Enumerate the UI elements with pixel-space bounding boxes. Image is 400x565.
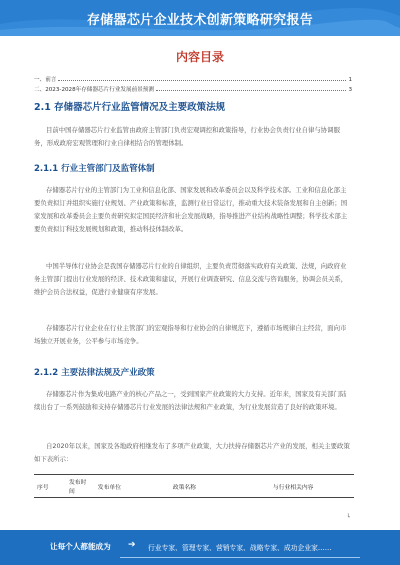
column-header-policy: 政策名称 <box>136 475 232 498</box>
column-header-date: 发布时间 <box>66 475 95 498</box>
footer-slogan: 让每个人都能成为 <box>50 542 111 551</box>
toc-item-1[interactable] <box>34 73 352 83</box>
section-2-1-paragraph: 目前中国存储器芯片行业监管由政府主管部门负责宏观调控和政策指导，行业协会负责行业自律与协调服务，形成政府宏观管理和行业自律相结合的管理体制。 <box>34 126 340 147</box>
column-header-no: 序号 <box>34 475 66 498</box>
column-header-issuer: 发布单位 <box>95 475 137 498</box>
footer-band <box>0 530 400 565</box>
section-2-1-2-paragraph-1: 存储器芯片作为集成电路产业的核心产品之一，受到国家产业政策的大力支持。近年来，国家及有关部门陆续出台了一系列鼓励和支持存储器芯片行业发展的法律法规和产业政策，为行业发展营造了良好的政策环境。 <box>34 390 347 411</box>
toc-leader-dots <box>156 90 346 91</box>
section-2-1-1-paragraph-1: 存储器芯片行业的主管部门为工业和信息化部、国家发展和改革委员会以及科学技术部。工业和信息化部主要负责拟订并组织实施行业规划、产业政策和标准，监测行业日常运行，推动重大技术装备发展和自主创新；国家发展和改革委员会主要负责研究拟定国民经济和社会发展战略，指导推进产业结构战略性调整；科学技术部主要负责拟订科技发展规划和政策，推动科技体制改革。 <box>34 186 348 233</box>
footer-divider <box>120 557 360 558</box>
arrow-icon: ➔ <box>128 540 136 550</box>
footer-roles: 行业专家、管理专家、营销专家、战略专家、成功企业家…… <box>148 544 332 552</box>
section-2-1-heading: 2.1 存储器芯片行业监管情况及主要政策法规 <box>34 102 226 113</box>
column-header-content: 与行业相关内容 <box>232 475 354 498</box>
toc-heading: 内容目录 <box>175 50 224 64</box>
table-of-contents <box>34 73 352 93</box>
end-mark: └ <box>346 514 350 521</box>
section-2-1-2-paragraph-2: 自2020年以来，国家及各地政府相继发布了多项产业政策，大力扶持存储器芯片产业的发展，相关主要政策如下表所示： <box>34 442 350 463</box>
toc-item-label: 二、2023-2028年存储器芯片行业发展前景预测 <box>34 87 154 93</box>
section-2-1-2-heading: 2.1.2 主要法律法规及产业政策 <box>34 368 155 378</box>
toc-item-2[interactable] <box>34 83 352 93</box>
toc-leader-dots <box>58 80 346 81</box>
table-header-row <box>34 475 354 498</box>
toc-item-page: 3 <box>348 87 352 93</box>
policy-table <box>34 474 354 518</box>
report-title: 存储器芯片企业技术创新策略研究报告 <box>86 13 314 28</box>
toc-item-page: 1 <box>348 77 352 83</box>
toc-item-label: 一、前言 <box>34 77 57 83</box>
header-band <box>0 0 400 36</box>
section-2-1-1-paragraph-2: 中国半导体行业协会是我国存储器芯片行业的自律组织，主要负责贯彻落实政府有关政策、法规，向政府业务主管部门提出行业发展的经济、技术政策和建议，开展行业调查研究、信息交流与咨询服务，协调会员关系，维护会员合法权益，促进行业健康有序发展。 <box>34 262 348 296</box>
section-2-1-1-heading: 2.1.1 行业主管部门及监管体制 <box>34 164 155 174</box>
section-2-1-1-paragraph-3: 存储器芯片行业企业在行业主管部门的宏观指导和行业协会的自律规范下，遵循市场规律自主经营，面向市场独立开展业务，公平参与市场竞争。 <box>34 324 347 345</box>
table-row <box>34 498 354 515</box>
